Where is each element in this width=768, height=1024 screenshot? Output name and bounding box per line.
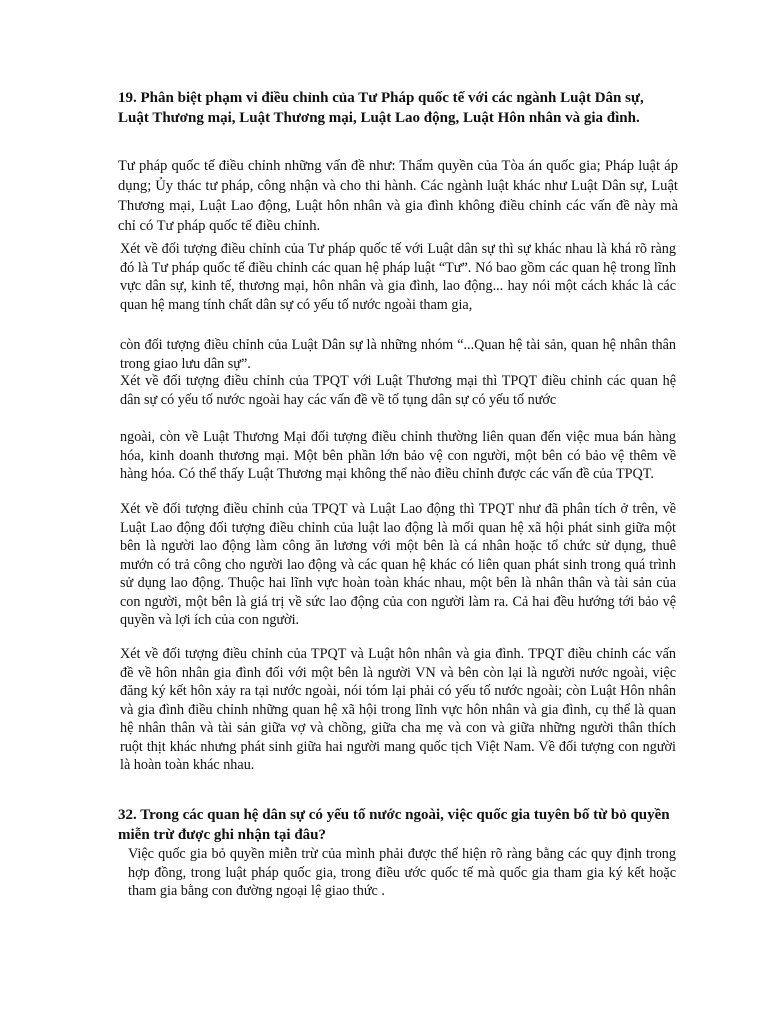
question-19-heading: 19. Phân biệt phạm vi điều chỉnh của Tư Pháp quốc tế với các ngành Luật Dân sự, Luật Thương mại, Luật Thương mại, Luật Lao động, Luật Hôn nhân và gia đình.	[118, 90, 644, 126]
question-32-paragraph-1: Việc quốc gia bỏ quyền miễn trừ của mình phải được thể hiện rõ ràng bằng các quy định trong hợp đồng, trong luật pháp quốc gia, trong điều ước quốc tế mà quốc gia tham gia ký kết hoặc tham gia bằng con đường ngoại lệ giao thức .	[128, 846, 676, 899]
question-32-heading: 32. Trong các quan hệ dân sự có yếu tố nước ngoài, việc quốc gia tuyên bố từ bỏ quyền miễn trừ được ghi nhận tại đâu?	[118, 807, 670, 843]
question-19-paragraph-1: Tư pháp quốc tế điều chỉnh những vấn đề như: Thẩm quyền của Tòa án quốc gia; Pháp luật áp dụng; Ủy thác tư pháp, công nhận và cho thi hành. Các ngành luật khác như Luật Dân sự, Luật Thương mại, Luật Lao động, Luật hôn nhân và gia đình không điều chỉnh các vấn đề này mà chỉ có Tư pháp quốc tế điều chỉnh.	[118, 158, 678, 234]
question-19-paragraph-2: Xét về đối tượng điều chỉnh của Tư pháp quốc tế với Luật dân sự thì sự khác nhau là khá rõ ràng đó là Tư pháp quốc tế điều chỉnh các quan hệ pháp luật “Tư”. Nó bao gồm các quan hệ trong lĩnh vực dân sự, kinh tế, thương mại, hôn nhân và gia đình, lao động... hay nói một cách khác là các quan hệ mang tính chất dân sự có yếu tố nước ngoài tham gia,	[120, 241, 676, 313]
question-19-paragraph-5: ngoài, còn về Luật Thương Mại đối tượng điều chỉnh thường liên quan đến việc mua bán hàng hóa, kinh doanh thương mại. Một bên phần lớn bảo vệ con người, một bên có bảo vệ thêm về hàng hóa. Có thể thấy Luật Thương mại không thể nào điều chỉnh được các vấn đề của TPQT.	[120, 429, 676, 482]
question-19-paragraph-7: Xét về đối tượng điều chỉnh của TPQT và Luật hôn nhân và gia đình. TPQT điều chỉnh các vấn đề về hôn nhân gia đình đối với một bên là người VN và bên còn lại là người nước ngoài, việc đăng ký kết hôn xảy ra tại nước ngoài, nói tóm lại phải có yếu tố nước ngoài; còn Luật Hôn nhân và gia đình điều chỉnh những quan hệ xã hội trong lĩnh vực hôn nhân và gia đình, cụ thể là quan hệ nhân thân và tài sản giữa vợ và chồng, giữa cha mẹ và con và giữa những người thân thích ruột thịt khác nhưng phát sinh giữa hai người mang quốc tịch Việt Nam. Về đối tượng con người là hoàn toàn khác nhau.	[120, 646, 676, 773]
question-19-paragraph-6: Xét về đối tượng điều chỉnh của TPQT và Luật Lao động thì TPQT như đã phân tích ở trên, về Luật Lao động đối tượng điều chỉnh của luật lao động là mối quan hệ xã hội phát sinh giữa một bên là người lao động làm công ăn lương với một bên là cá nhân hoặc tổ chức sử dụng, thuê mướn có trả công cho người lao động và các quan hệ khác có liên quan phát sinh trong quá trình sử dụng lao động. Thuộc hai lĩnh vực hoàn toàn khác nhau, một bên là nhân thân và tài sản của con người, một bên là giá trị về sức lao động của con người làm ra. Cả hai đều hướng tới bảo vệ quyền và lợi ích của con người.	[120, 501, 676, 628]
question-19-paragraph-3: còn đối tượng điều chỉnh của Luật Dân sự là những nhóm “...Quan hệ tài sản, quan hệ nhân thân trong giao lưu dân sự”.	[120, 337, 676, 372]
question-19-paragraph-4: Xét về đối tượng điều chỉnh của TPQT với Luật Thương mại thì TPQT điều chỉnh các quan hệ dân sự có yếu tố nước ngoài hay các vấn đề về tố tụng dân sự có yếu tố nước	[120, 373, 676, 408]
